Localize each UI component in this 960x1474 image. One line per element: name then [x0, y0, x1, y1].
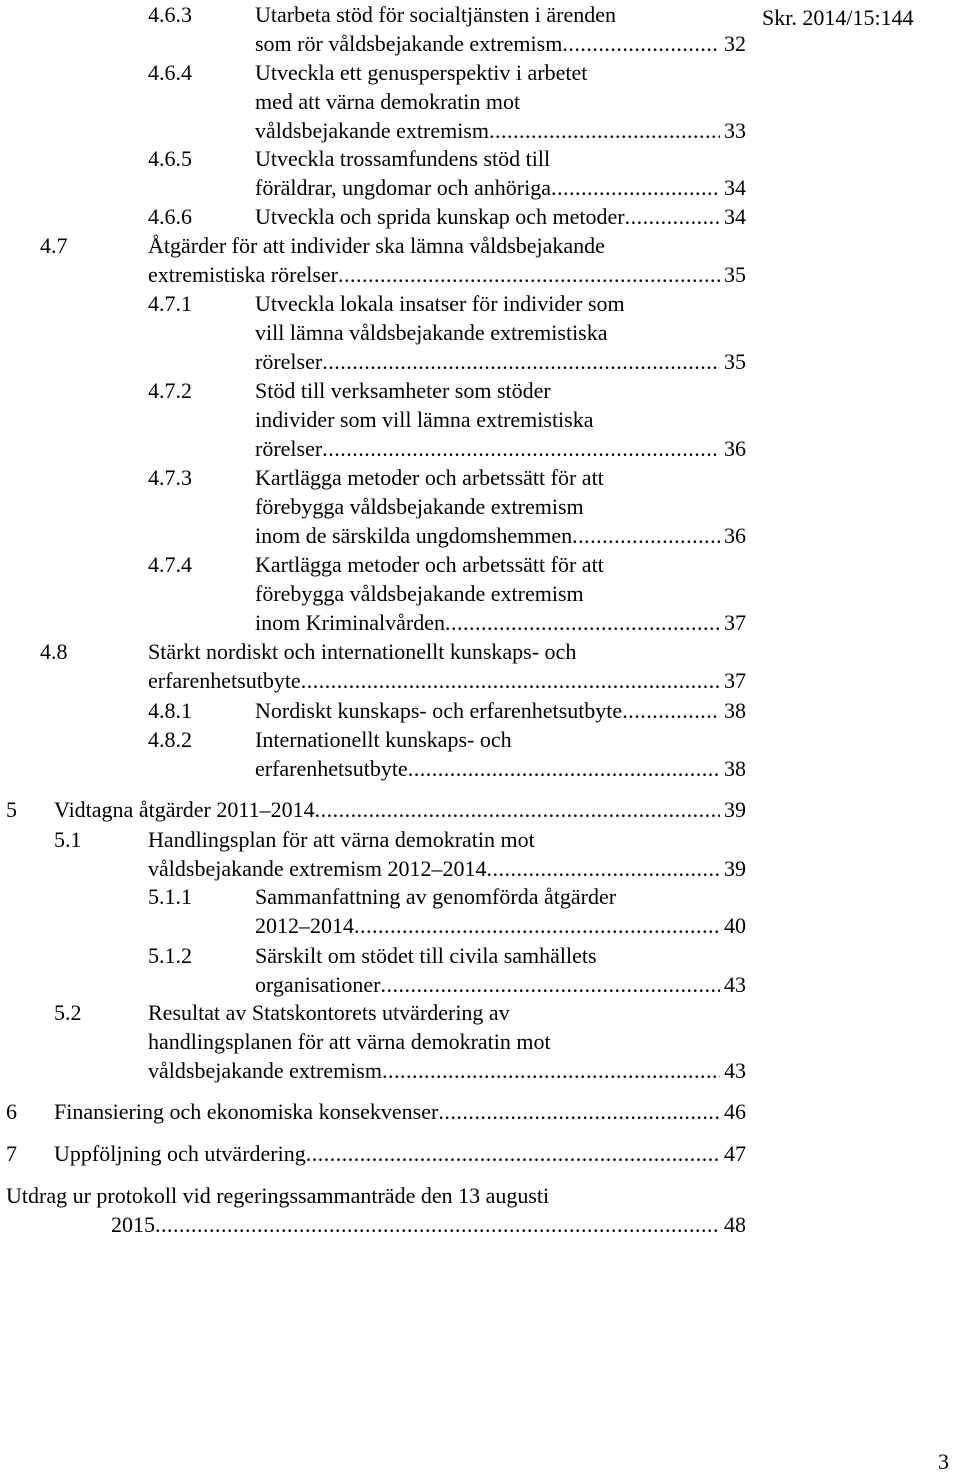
toc-entry-title-line: Utveckla trossamfundens stöd till — [255, 146, 551, 171]
dot-leader — [562, 29, 720, 58]
dot-leader — [572, 521, 720, 550]
toc-entry-page: 35 — [724, 262, 746, 287]
toc-entry-number: 5.1.1 — [148, 884, 192, 909]
toc-entry-page: 47 — [724, 1141, 746, 1166]
toc-entry-page: 36 — [724, 436, 746, 461]
toc-entry-page: 37 — [724, 610, 746, 635]
toc-entry-title-line: Stöd till verksamheter som stöder — [255, 378, 551, 403]
toc-entry-number: 5.1 — [54, 827, 82, 852]
toc-entry-page: 38 — [724, 756, 746, 781]
toc-entry-title-line: Resultat av Statskontorets utvärdering av — [148, 1000, 510, 1025]
toc-entry-title-line: Utarbeta stöd för socialtjänsten i ärenden — [255, 2, 617, 27]
toc-entry-number: 5 — [6, 797, 17, 822]
dot-leader — [354, 911, 720, 940]
toc-entry-number: 4.6.4 — [148, 60, 192, 85]
toc-entry-page: 34 — [724, 175, 746, 200]
toc-entry-page: 35 — [724, 349, 746, 374]
toc-entry-page: 43 — [724, 1058, 746, 1083]
toc-entry-page: 38 — [724, 698, 746, 723]
toc-entry-number: 4.6.3 — [148, 2, 192, 27]
toc-entry-page: 43 — [724, 972, 746, 997]
toc-entry-title-line: våldsbejakande extremism — [148, 1058, 382, 1083]
document-reference: Skr. 2014/15:144 — [762, 5, 914, 30]
toc-entry-number: 4.7.1 — [148, 291, 192, 316]
dot-leader — [382, 1056, 720, 1085]
toc-entry-title-line: Handlingsplan för att värna demokratin mot — [148, 827, 535, 852]
dot-leader — [438, 1097, 720, 1126]
toc-entry-number: 4.8.1 — [148, 698, 192, 723]
dot-leader — [380, 970, 720, 999]
toc-entry-title-line: Stärkt nordiskt och internationellt kunskaps- och — [148, 639, 577, 664]
toc-entry-title-line: Utdrag ur protokoll vid regeringssammanträde den 13 augusti — [6, 1183, 550, 1208]
toc-entry-page: 46 — [724, 1099, 746, 1124]
toc-entry-page: 33 — [724, 118, 746, 143]
dot-leader — [486, 854, 720, 883]
toc-entry-title-line: Nordiskt kunskaps- och erfarenhetsutbyte — [255, 698, 623, 723]
dot-leader — [315, 795, 720, 824]
toc-entry-title-line: Särskilt om stödet till civila samhällets — [255, 943, 597, 968]
toc-entry-title-line: med att värna demokratin mot — [255, 89, 521, 114]
toc-entry-title-line: Uppföljning och utvärdering — [54, 1141, 306, 1166]
toc-entry-title-line: inom de särskilda ungdomshemmen — [255, 523, 573, 548]
toc-entry-title-line: inom Kriminalvården — [255, 610, 446, 635]
toc-entry-title-line: Internationellt kunskaps- och — [255, 727, 512, 752]
page-number: 3 — [938, 1449, 949, 1474]
toc-entry-number: 4.7.4 — [148, 552, 192, 577]
toc-entry-number: 6 — [6, 1099, 17, 1124]
dot-leader — [155, 1210, 720, 1239]
toc-entry-title-line: individer som vill lämna extremistiska — [255, 407, 594, 432]
toc-entry-title-line: Utveckla ett genusperspektiv i arbetet — [255, 60, 588, 85]
toc-entry-page: 40 — [724, 913, 746, 938]
toc-entry-title-line: erfarenhetsutbyte — [255, 756, 408, 781]
toc-entry-title-line: Finansiering och ekonomiska konsekvenser — [54, 1099, 439, 1124]
toc-entry-number: 4.7 — [40, 233, 68, 258]
toc-entry-title-line: handlingsplanen för att värna demokratin mot — [148, 1029, 551, 1054]
dot-leader — [489, 116, 720, 145]
toc-entry-number: 4.7.2 — [148, 378, 192, 403]
dot-leader — [322, 347, 720, 376]
toc-entry-title-line: Sammanfattning av genomförda åtgärder — [255, 884, 617, 909]
toc-entry-number: 5.1.2 — [148, 943, 192, 968]
toc-entry-page: 39 — [724, 797, 746, 822]
toc-entry-number: 4.7.3 — [148, 465, 192, 490]
toc-entry-title-line: våldsbejakande extremism 2012–2014 — [148, 856, 487, 881]
toc-entry-title-line: 2015 — [111, 1212, 155, 1237]
toc-entry-title-line: 2012–2014 — [255, 913, 354, 938]
toc-entry-number: 4.8 — [40, 639, 68, 664]
toc-entry-title-line: Vidtagna åtgärder 2011–2014 — [54, 797, 315, 822]
toc-entry-title-line: Utveckla och sprida kunskap och metoder — [255, 204, 625, 229]
dot-leader — [625, 202, 720, 231]
toc-entry-page: 34 — [724, 204, 746, 229]
toc-entry-title-line: vill lämna våldsbejakande extremistiska — [255, 320, 608, 345]
dot-leader — [301, 666, 720, 695]
toc-entry-number: 7 — [6, 1141, 17, 1166]
dot-leader — [622, 696, 720, 725]
toc-entry-title-line: Åtgärder för att individer ska lämna våldsbejakande — [148, 233, 605, 258]
dot-leader — [551, 173, 720, 202]
toc-entry-title-line: rörelser — [255, 349, 323, 374]
toc-entry-page: 39 — [724, 856, 746, 881]
toc-entry-number: 4.8.2 — [148, 727, 192, 752]
toc-entry-page: 37 — [724, 668, 746, 693]
toc-entry-title-line: förebygga våldsbejakande extremism — [255, 581, 584, 606]
toc-entry-title-line: förebygga våldsbejakande extremism — [255, 494, 584, 519]
toc-entry-title-line: Utveckla lokala insatser för individer som — [255, 291, 625, 316]
toc-entry-page: 36 — [724, 523, 746, 548]
dot-leader — [322, 434, 720, 463]
toc-entry-title-line: organisationer — [255, 972, 381, 997]
toc-entry-number: 4.6.6 — [148, 204, 192, 229]
dot-leader — [306, 1139, 720, 1168]
toc-entry-number: 4.6.5 — [148, 146, 192, 171]
toc-entry-title-line: som rör våldsbejakande extremism — [255, 31, 563, 56]
toc-entry-title-line: våldsbejakande extremism — [255, 118, 489, 143]
toc-entry-page: 32 — [724, 31, 746, 56]
toc-entry-number: 5.2 — [54, 1000, 82, 1025]
toc-entry-title-line: rörelser — [255, 436, 323, 461]
toc-entry-title-line: erfarenhetsutbyte — [148, 668, 301, 693]
dot-leader — [445, 608, 720, 637]
toc-entry-title-line: föräldrar, ungdomar och anhöriga — [255, 175, 552, 200]
toc-entry-title-line: extremistiska rörelser — [148, 262, 338, 287]
toc-entry-title-line: Kartlägga metoder och arbetssätt för att — [255, 552, 604, 577]
toc-entry-title-line: Kartlägga metoder och arbetssätt för att — [255, 465, 604, 490]
dot-leader — [408, 754, 720, 783]
dot-leader — [338, 260, 720, 289]
toc-entry-page: 48 — [724, 1212, 746, 1237]
